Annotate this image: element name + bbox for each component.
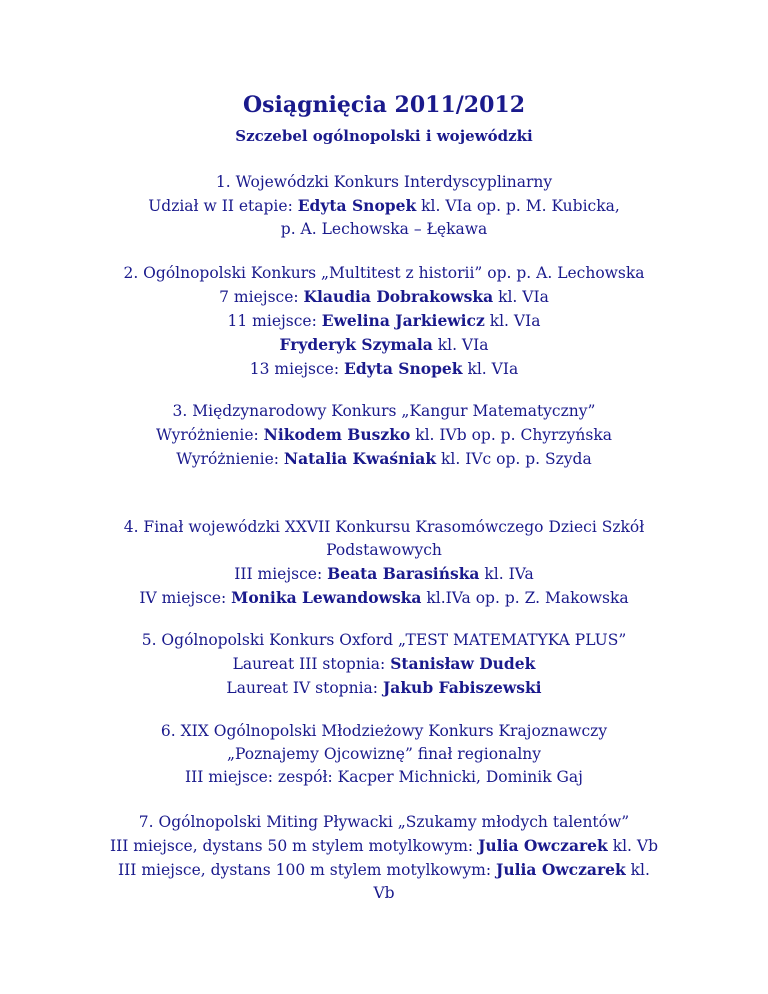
student-name: Nikodem Buszko: [263, 425, 411, 444]
student-name: Beata Barasińska: [327, 564, 480, 583]
student-name: Natalia Kwaśniak: [283, 449, 437, 468]
achievement-section-5: [0, 629, 768, 700]
result-line: p. A. Lechowska – Łękawa: [280, 220, 488, 238]
result-line: III miejsce: Beata Barasińska kl. IVa: [234, 564, 534, 583]
result-line: III miejsce, dystans 50 m stylem motylkowym: Julia Owczarek kl. Vb: [109, 836, 659, 855]
achievement-section-2: [0, 262, 768, 381]
student-name: Monika Lewandowska: [231, 588, 422, 607]
section-heading-continued: Podstawowych: [326, 541, 442, 559]
achievement-section-7: [0, 811, 768, 905]
result-line: Udział w II etapie: Edyta Snopek kl. VIa op. p. M. Kubicka,: [148, 196, 620, 215]
student-name: Ewelina Jarkiewicz: [321, 311, 485, 330]
section-heading: 4. Finał wojewódzki XXVII Konkursu Krasomówczego Dzieci Szkół: [123, 518, 645, 536]
achievement-section-6: [0, 720, 768, 789]
achievement-section-3: [0, 400, 768, 471]
result-line: 11 miejsce: Ewelina Jarkiewicz kl. VIa: [227, 311, 541, 330]
section-heading: 6. XIX Ogólnopolski Młodzieżowy Konkurs Krajoznawczy: [160, 722, 608, 740]
result-line: III miejsce: zespół: Kacper Michnicki, Dominik Gaj: [185, 768, 583, 786]
section-heading: 3. Międzynarodowy Konkurs „Kangur Matematyczny”: [172, 402, 596, 420]
student-name: Klaudia Dobrakowska: [303, 287, 494, 306]
result-line: Laureat III stopnia: Stanisław Dudek: [232, 654, 536, 673]
result-line: Laureat IV stopnia: Jakub Fabiszewski: [226, 678, 542, 697]
result-line: Vb: [373, 884, 395, 902]
student-name: Fryderyk Szymala: [279, 335, 433, 354]
section-heading: 7. Ogólnopolski Miting Pływacki „Szukamy młodych talentów”: [138, 813, 630, 831]
result-line: 13 miejsce: Edyta Snopek kl. VIa: [249, 359, 519, 378]
student-name: Jakub Fabiszewski: [382, 678, 542, 697]
section-heading: 5. Ogólnopolski Konkurs Oxford „TEST MATEMATYKA PLUS”: [141, 631, 627, 649]
student-name: Julia Owczarek: [496, 860, 626, 879]
achievement-section-4: [0, 516, 768, 610]
result-line: 7 miejsce: Klaudia Dobrakowska kl. VIa: [219, 287, 549, 306]
section-heading: 2. Ogólnopolski Konkurs „Multitest z historii” op. p. A. Lechowska: [123, 264, 645, 282]
student-name: Edyta Snopek: [344, 359, 463, 378]
result-line: Wyróżnienie: Natalia Kwaśniak kl. IVc op. p. Szyda: [176, 449, 592, 468]
student-name: Julia Owczarek: [478, 836, 608, 855]
achievement-section-1: [0, 171, 768, 241]
student-name: Edyta Snopek: [297, 196, 417, 215]
student-name: Stanisław Dudek: [390, 654, 536, 673]
page-title: Osiągnięcia 2011/2012: [242, 92, 526, 118]
page-subtitle: Szczebel ogólnopolski i wojewódzki: [235, 127, 533, 145]
result-line: III miejsce, dystans 100 m stylem motylkowym: Julia Owczarek kl.: [118, 860, 650, 879]
result-line: Fryderyk Szymala kl. VIa: [279, 335, 489, 354]
result-line: Wyróżnienie: Nikodem Buszko kl. IVb op. p. Chyrzyńska: [156, 425, 612, 444]
result-line: IV miejsce: Monika Lewandowska kl.IVa op. p. Z. Makowska: [139, 588, 629, 607]
section-heading-continued: „Poznajemy Ojcowiznę” finał regionalny: [226, 745, 542, 763]
section-heading: 1. Wojewódzki Konkurs Interdyscyplinarny: [215, 173, 553, 191]
